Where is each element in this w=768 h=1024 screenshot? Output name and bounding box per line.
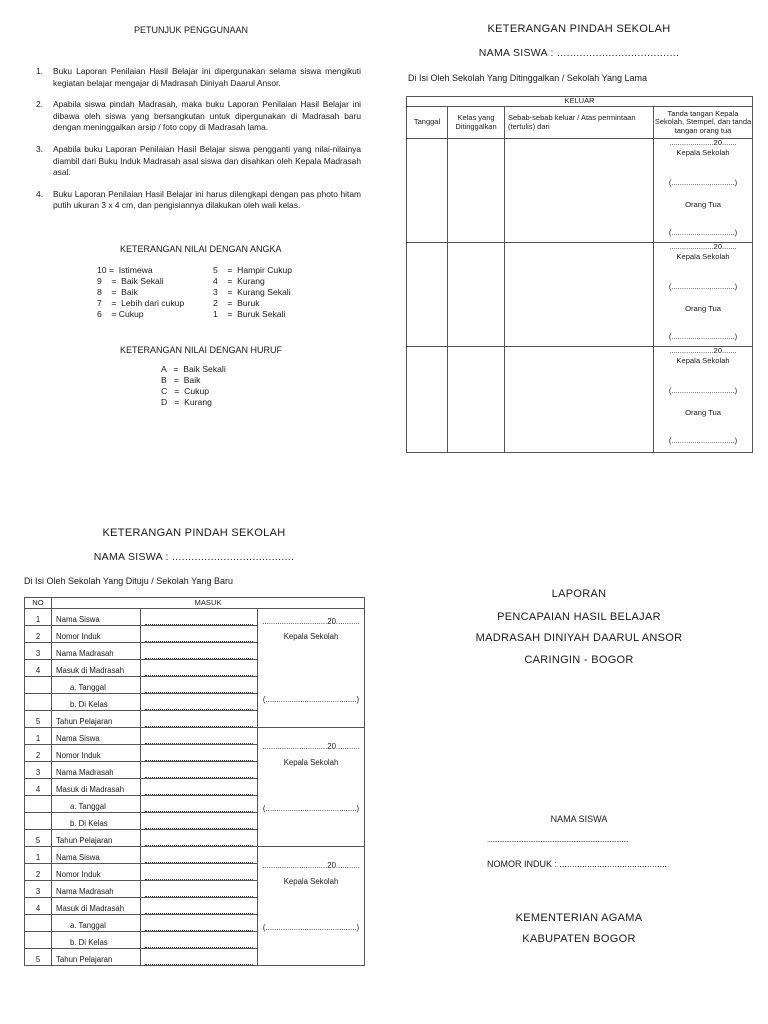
field-value[interactable] (141, 660, 258, 677)
field-label: Nama Siswa (52, 609, 141, 626)
nilai-huruf-title: KETERANGAN NILAI DENGAN HURUF (120, 345, 283, 355)
date-line: .....................20....... (669, 138, 737, 147)
field-label: b. Di Kelas (52, 932, 141, 949)
field-no: 2 (25, 864, 52, 881)
field-label: Masuk di Madrasah (52, 779, 141, 796)
nilai-angka-row: 7 = Lebih dari cukup (97, 298, 185, 308)
field-no (25, 796, 52, 813)
col-tanggal: Tanggal (407, 107, 448, 139)
field-no: 1 (25, 609, 52, 626)
date-line: .....................20....... (669, 242, 737, 251)
signature-paren: (..............................) (668, 436, 738, 446)
keluar-cell (448, 139, 505, 243)
date-line: ..............................20........... (262, 742, 360, 751)
field-value[interactable] (141, 932, 258, 949)
nilai-angka-row: 10 = Istimewa (97, 265, 153, 275)
nilai-angka-row: 8 = Baik (97, 287, 138, 297)
nilai-angka-row: 1 = Buruk Sekali (213, 309, 286, 319)
field-no: 3 (25, 643, 52, 660)
cover-title-madrasah: MADRASAH DINIYAH DAARUL ANSOR (475, 632, 683, 644)
orang-tua-label: Orang Tua (685, 407, 721, 417)
keluar-cell (407, 139, 448, 243)
masuk-signature-cell (258, 728, 365, 847)
field-label: Nama Madrasah (52, 762, 141, 779)
masuk-title: KETERANGAN PINDAH SEKOLAH (102, 527, 286, 539)
field-label: Nama Madrasah (52, 881, 141, 898)
date-line: .....................20....... (669, 346, 737, 355)
field-value[interactable] (141, 779, 258, 796)
field-no (25, 813, 52, 830)
field-label: Nama Siswa (52, 728, 141, 745)
field-value[interactable] (141, 762, 258, 779)
field-value[interactable] (141, 745, 258, 762)
col-kelas: Kelas yang Ditinggalkan (448, 107, 505, 139)
field-no (25, 915, 52, 932)
instructions-title: PETUNJUK PENGGUNAAN (133, 25, 249, 35)
nilai-angka-row: 9 = Baik Sekali (97, 276, 164, 286)
signature-paren: (..........................................) (262, 804, 360, 813)
signature-paren: (..............................) (668, 332, 738, 342)
field-label: a. Tanggal (52, 677, 141, 694)
field-label: a. Tanggal (52, 796, 141, 813)
keluar-table (406, 96, 753, 453)
keluar-cell (505, 347, 654, 453)
signature-paren: (..............................) (668, 178, 738, 188)
signature-paren: (..............................) (668, 228, 738, 238)
keluar-subtitle: Di Isi Oleh Sekolah Yang Ditinggalkan / Sekolah Yang Lama (408, 73, 647, 83)
field-label: Nomor Induk (52, 745, 141, 762)
field-value[interactable] (141, 949, 258, 966)
signature-paren: (..........................................) (262, 923, 360, 932)
nilai-huruf-row: B = Baik (161, 375, 201, 385)
masuk-table (24, 597, 365, 966)
field-value[interactable] (141, 830, 258, 847)
field-value[interactable] (141, 694, 258, 711)
field-value[interactable] (141, 915, 258, 932)
field-no (25, 932, 52, 949)
keluar-title: KETERANGAN PINDAH SEKOLAH (487, 23, 671, 35)
signature-paren: (..............................) (668, 386, 738, 396)
masuk-signature-cell (258, 609, 365, 728)
field-value[interactable] (141, 898, 258, 915)
col-ttd: Tanda tangan Kepala Sekolah, Stempel, dan tanda tangan orang tua (654, 107, 753, 139)
field-no: 1 (25, 728, 52, 745)
field-label: Nama Madrasah (52, 643, 141, 660)
nilai-angka-row: 3 = Kurang Sekali (213, 287, 291, 297)
masuk-signature-cell (258, 847, 365, 966)
field-value[interactable] (141, 881, 258, 898)
kepala-sekolah-label: Kepala Sekolah (283, 632, 339, 641)
field-label: Masuk di Madrasah (52, 898, 141, 915)
field-label: Nama Siswa (52, 847, 141, 864)
field-no: 1 (25, 847, 52, 864)
field-no: 4 (25, 660, 52, 677)
keluar-cell (407, 243, 448, 347)
field-value[interactable] (141, 643, 258, 660)
keluar-cell (448, 347, 505, 453)
kepala-sekolah-label: Kepala Sekolah (676, 355, 730, 365)
col-masuk: MASUK (52, 598, 365, 609)
col-no: NO (25, 598, 52, 609)
field-no: 5 (25, 830, 52, 847)
signature-paren: (..............................) (668, 282, 738, 292)
nilai-angka-row: 6 = Cukup (97, 309, 144, 319)
field-value[interactable] (141, 847, 258, 864)
cover-title-pencapaian: PENCAPAIAN HASIL BELAJAR (497, 611, 661, 623)
cover-nama-label: NAMA SISWA (550, 814, 608, 824)
field-value[interactable] (141, 813, 258, 830)
cover-footer-kementerian: KEMENTERIAN AGAMA (515, 912, 643, 924)
nilai-huruf-row: C = Cukup (161, 386, 210, 396)
signature-cell (654, 139, 753, 243)
signature-cell (654, 243, 753, 347)
field-no (25, 677, 52, 694)
field-label: Nomor Induk (52, 864, 141, 881)
field-no: 4 (25, 898, 52, 915)
field-label: a. Tanggal (52, 915, 141, 932)
nilai-huruf-row: A = Baik Sekali (161, 364, 226, 374)
cover-title-location: CARINGIN - BOGOR (524, 654, 634, 666)
keluar-cell (505, 243, 654, 347)
cover-footer-kabupaten: KABUPATEN BOGOR (522, 933, 636, 945)
field-label: b. Di Kelas (52, 813, 141, 830)
kepala-sekolah-label: Kepala Sekolah (676, 251, 730, 261)
field-label: Tahun Pelajaran (52, 830, 141, 847)
orang-tua-label: Orang Tua (685, 303, 721, 313)
field-value[interactable] (141, 609, 258, 626)
date-line: ..............................20........... (262, 617, 360, 626)
keluar-cell (448, 243, 505, 347)
field-value[interactable] (141, 626, 258, 643)
col-sebab: Sebab-sebab keluar / Atas permintaan (tertulis) dari (505, 107, 654, 139)
orang-tua-label: Orang Tua (685, 199, 721, 209)
nilai-huruf-row: D = Kurang (161, 397, 212, 407)
keluar-cell (407, 347, 448, 453)
nilai-angka-row: 4 = Kurang (213, 276, 265, 286)
keluar-cell (505, 139, 654, 243)
instruction-item: 3. Apabila buku Laporan Penilaian Hasil Belajar siswa pengganti yang nilai-nilainya diambil dari Buku Induk Madrasah asal siswa dan disahkan oleh Kepala Madrasah asal. (36, 143, 361, 178)
kepala-sekolah-label: Kepala Sekolah (283, 758, 339, 767)
field-value[interactable] (141, 711, 258, 728)
field-value[interactable] (141, 796, 258, 813)
field-value[interactable] (141, 864, 258, 881)
keluar-nama-siswa: NAMA SISWA : ...................................... (478, 47, 680, 59)
field-value[interactable] (141, 677, 258, 694)
nilai-angka-row: 2 = Buruk (213, 298, 260, 308)
keluar-table-title: KELUAR (407, 97, 753, 107)
field-label: Tahun Pelajaran (52, 949, 141, 966)
cover-title-laporan: LAPORAN (551, 588, 607, 600)
nilai-angka-row: 5 = Hampir Cukup (213, 265, 293, 275)
masuk-subtitle: Di Isi Oleh Sekolah Yang Dituju / Sekolah Yang Baru (24, 576, 233, 586)
field-label: Tahun Pelajaran (52, 711, 141, 728)
field-label: Masuk di Madrasah (52, 660, 141, 677)
kepala-sekolah-label: Kepala Sekolah (676, 147, 730, 157)
field-no: 3 (25, 762, 52, 779)
field-no: 5 (25, 711, 52, 728)
field-no: 2 (25, 745, 52, 762)
field-label: Nomor Induk (52, 626, 141, 643)
field-label: b. Di Kelas (52, 694, 141, 711)
field-no: 2 (25, 626, 52, 643)
signature-cell (654, 347, 753, 453)
field-no: 4 (25, 779, 52, 796)
field-no: 5 (25, 949, 52, 966)
field-no (25, 694, 52, 711)
nilai-angka-title: KETERANGAN NILAI DENGAN ANGKA (120, 244, 282, 254)
masuk-nama-siswa: NAMA SISWA : ...................................... (93, 551, 295, 563)
instructions-list (36, 66, 361, 222)
field-value[interactable] (141, 728, 258, 745)
cover-nomor-induk[interactable]: NOMOR INDUK : ........................................... (487, 859, 668, 869)
instruction-item: 4. Buku Laporan Penilaian Hasil Belajar ini harus dilengkapi dengan pas photo hitam putih ukuran 3 x 4 cm, dan pengisiannya dilakukan oleh wali kelas. (36, 188, 361, 211)
date-line: ..............................20........... (262, 861, 360, 870)
field-no: 3 (25, 881, 52, 898)
instruction-item: 2. Apabila siswa pindah Madrasah, maka buku Laporan Penilaian Hasil Belajar ini dibawa oleh siswa yang bersangkutan untuk dipergunakan di Madrasah baru dengan meninggalkan arsip / foto copy di Madrasah lama. (36, 99, 361, 133)
instruction-item: 1. Buku Laporan Penilaian Hasil Belajar ini dipergunakan selama siswa mengikuti kegiatan belajar mengajar di Madrasah Diniyah Daarul Ansor. (36, 66, 361, 88)
cover-nama-line[interactable]: .................................................................................. (487, 835, 629, 844)
signature-paren: (..........................................) (262, 695, 360, 704)
kepala-sekolah-label: Kepala Sekolah (283, 877, 339, 886)
